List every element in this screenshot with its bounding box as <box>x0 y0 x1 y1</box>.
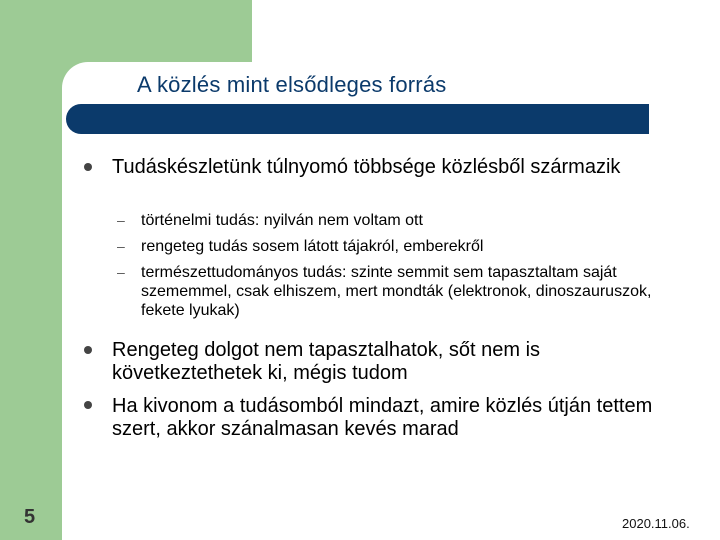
decor-green-strip <box>0 0 62 540</box>
slide-title: A közlés mint elsődleges forrás <box>137 72 447 97</box>
sub-dash: – <box>117 212 125 228</box>
bullet-2: Rengeteg dolgot nem tapasztalhatok, sőt nem is következtethetek ki, mégis tudom <box>112 339 541 384</box>
sub-bullet-2: rengeteg tudás sosem látott tájakról, emberekről <box>141 238 484 255</box>
bullet-3: Ha kivonom a tudásomból mindazt, amire közlés útján tettem szert, akkor szánalmasan kevés marad <box>112 395 653 440</box>
title-bar <box>66 104 649 134</box>
bullet-dot <box>84 346 92 354</box>
sub-dash: – <box>117 238 125 254</box>
bullet-1: Tudáskészletünk túlnyomó többsége közlésből származik <box>112 156 621 178</box>
bullet-dot <box>84 163 92 171</box>
sub-dash: – <box>117 264 125 280</box>
sub-bullet-1: történelmi tudás: nyilván nem voltam ott <box>141 212 423 229</box>
bullet-dot <box>84 401 92 409</box>
sub-bullet-3: természettudományos tudás: szinte semmit sem tapasztaltam saját szememmel, csak elhiszem, mert mondták (elektronok, dinoszauruszok, fekete lyukak) <box>141 264 652 319</box>
slide-date: 2020.11.06. <box>622 516 690 531</box>
page-number: 5 <box>24 506 36 528</box>
